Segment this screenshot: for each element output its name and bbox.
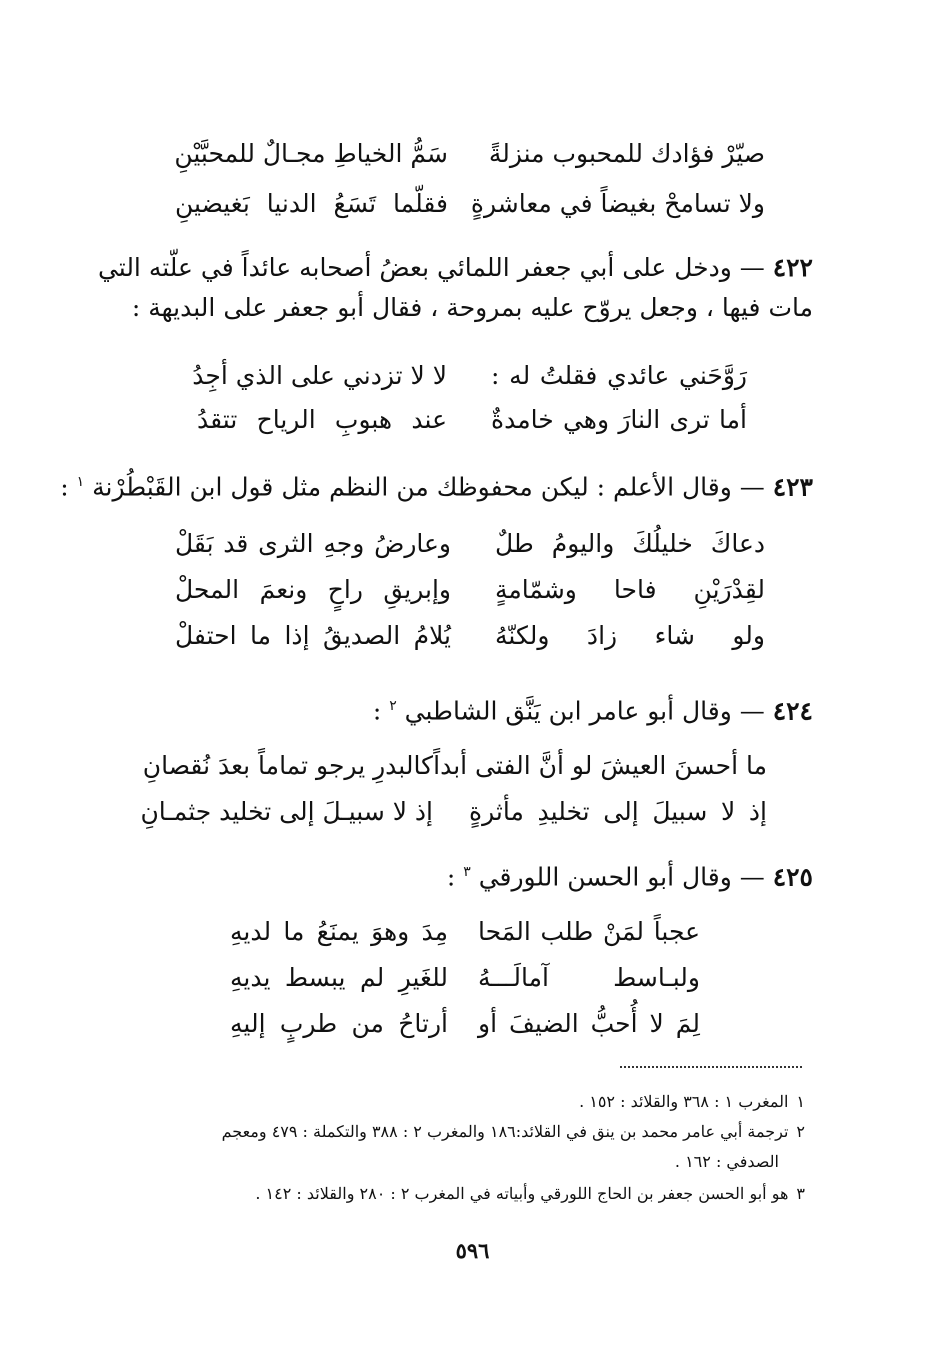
verse-line [230,960,700,996]
verse-line [175,526,765,562]
verse-line [175,618,765,654]
verse-hemistich-left: عند هبوبِ الرياح تتقدُ [197,405,447,434]
paragraph-line [60,462,813,507]
paragraph-line [97,248,813,288]
footnote-ref: ٣ [463,864,471,880]
verse-line [140,794,767,830]
verse-hemistich-right: ولو شاء زادَ ولكنّهُ [495,621,765,650]
paragraph-text: — وقال أبو الحسن اللورقي [478,862,765,892]
verse-hemistich-left: للغَيرِ لم يبسط يديهِ [230,963,448,992]
entry-number: ٤٢٣ [772,472,813,502]
footnote-text: ترجمة أبي عامر محمد بن ينق في القلائد:١٨٦ والمغرب ٢ : ٣٨٨ والتكملة : ٤٧٩ ومعجم [221,1122,789,1141]
paragraph-line: مات فيها ، وجعل يروّح عليه بمروحة ، فقال أبو جعفر على البديهة : [131,293,813,322]
verse-hemistich-left: وإبريقِ راحٍ ونعمَ المحلْ [175,575,451,604]
verse-line [230,1006,700,1042]
paragraph-425 [123,852,813,897]
footnote-1 [579,1088,805,1116]
verse-hemistich-left: يُلامُ الصديقُ إذا ما احتفلْ [175,621,451,650]
paragraph-colon: : [446,862,464,892]
paragraph-text: — وقال أبو عامر ابن يَنَّق الشاطبي [404,696,765,726]
verse-line [175,186,765,222]
footnote-separator [620,1066,802,1068]
verse-hemistich-right: ولبـاسط آمالَـــهُ [478,963,700,992]
paragraph-colon: : [60,472,77,502]
verse-hemistich-left: مِدَ وهوَ يمنَعُ ما لديهِ [230,917,448,946]
paragraph-424 [123,686,813,731]
verse-line [230,914,700,950]
footnote-text: المغرب ١ : ٣٦٨ والقلائد : ١٥٢ . [579,1092,789,1111]
footnote-mark: ٢ [796,1122,805,1141]
paragraph-text: — وقال الأعلم : ليكن محفوظك من النظم مثل قول ابن القَبْطُرْنة [92,472,765,502]
paragraph-colon: : [372,696,390,726]
paragraph-line [123,852,813,897]
verse-hemistich-right: إذ لا سبيلَ إلى تخليدِ مأثرةٍ [469,797,767,826]
footnote-2 [115,1118,805,1146]
verse-hemistich-left: إذ لا سبيـلَ إلى تخليد جثمـانِ [140,797,433,826]
verse-line [175,572,765,608]
verse-hemistich-right: صيّرْ فؤادك للمحبوب منزلةً [488,139,765,168]
verse-line [175,136,765,172]
paragraph-text: — ودخل على أبي جعفر اللمائي بعضُ أصحابه عائداً في علّته التي [97,253,765,282]
entry-number: ٤٢٤ [772,696,813,726]
verse-line [142,748,767,784]
entry-number: ٤٢٥ [772,862,813,892]
paragraph-422 [97,248,813,328]
footnote-mark: ١ [796,1092,805,1111]
verse-hemistich-left: وعارضُ وجهِ الثرى قد بَقَلْ [175,529,451,558]
verse-hemistich-right: عجباً لمَنْ طلب المَحا [478,917,700,946]
footnote-text: هو أبو الحسن جعفر بن الحاج اللورقي وأبياته في المغرب ٢ : ٢٨٠ والقلائد : ١٤٢ . [255,1184,789,1203]
verse-line [197,402,747,438]
paragraph-423 [60,462,813,507]
footnote-text: الصدفي : ١٦٢ . [674,1152,779,1171]
entry-number: ٤٢٢ [772,253,813,282]
verse-hemistich-right: رَوَّحَني عائدي فقلتُ له : [491,361,747,390]
verse-hemistich-left: سَمُّ الخياطِ مجـالٌ للمحبَّيْنِ [174,139,448,168]
verse-line [192,358,747,394]
verse-hemistich-right: لقِدْرَيْنِ فاحا وشمّامةٍ [495,575,765,604]
verse-hemistich-right: لِمَ لا أُحبُّ الضيفَ أو [478,1009,700,1038]
footnote-ref: ١ [76,474,85,490]
verse-hemistich-right: أما ترى النارَ وهي خامدةٌ [491,405,747,434]
verse-hemistich-left: لا لا تزدني على الذي أجِدُ [192,361,447,390]
footnote-3 [255,1180,805,1208]
footnote-mark: ٣ [796,1184,805,1203]
verse-hemistich-right: ما أحسنَ العيشَ لو أنَّ الفتى أبداً [433,751,767,780]
verse-hemistich-right: دعاكَ خليلُكَ واليومُ طلٌ [495,529,765,558]
verse-hemistich-left: كالبدرِ يرجو تماماً بعدَ نُقصانِ [142,751,433,780]
footnote-ref: ٢ [389,698,397,714]
paragraph-line [123,686,813,731]
footnote-2-continuation [675,1148,779,1176]
page-number: ٥٩٦ [455,1238,490,1263]
verse-hemistich-left: أرتاحُ من طربٍ إليهِ [230,1009,448,1038]
verse-hemistich-right: ولا تسامحْ بغيضاً في معاشرةٍ [470,189,765,218]
verse-hemistich-left: فقلّما تَسَعُ الدنيا بَغيضينِ [175,189,448,218]
